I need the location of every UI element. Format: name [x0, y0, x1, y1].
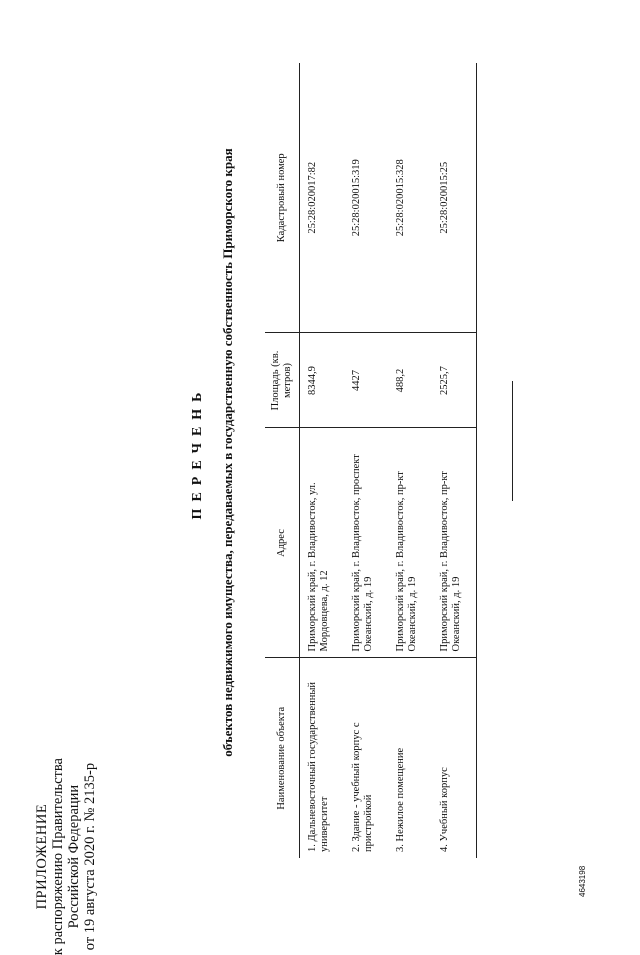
appendix-line-2: Российской Федерации	[66, 784, 82, 929]
property-table	[265, 63, 477, 858]
header-cadastral: Кадастровый номер	[265, 63, 300, 333]
row-area: 2525,7	[432, 333, 477, 428]
table-row	[432, 63, 477, 858]
closing-rule	[512, 381, 513, 501]
document-title: ПЕРЕЧЕНЬ	[190, 385, 205, 520]
table-row	[300, 63, 345, 858]
table-row	[388, 63, 432, 858]
header-address: Адрес	[265, 428, 300, 658]
document-subtitle: объектов недвижимого имущества, передаваемых в государственную собственность Приморского края	[220, 148, 235, 757]
header-area: Площадь (кв. метров)	[265, 333, 300, 428]
appendix-title: ПРИЛОЖЕНИЕ	[34, 803, 50, 910]
header-name: Наименование объекта	[265, 658, 300, 858]
row-address: Приморский край, г. Владивосток, проспект Океанский, д. 19	[344, 428, 388, 658]
row-area: 488,2	[388, 333, 432, 428]
row-cadastral: 25:28:020015:319	[344, 63, 388, 333]
row-name: 1. Дальневосточный государственный университет	[307, 681, 330, 852]
row-address: Приморский край, г. Владивосток, ул. Мордовцева, д. 12	[300, 428, 345, 658]
appendix-block	[34, 758, 98, 955]
row-cadastral: 25:28:020017:82	[300, 63, 345, 333]
row-name: 3. Нежилое помещение	[395, 747, 406, 852]
appendix-line-1: к распоряжению Правительства	[50, 758, 66, 955]
row-address: Приморский край, г. Владивосток, пр-кт Океанский, д. 19	[388, 428, 432, 658]
row-area: 8344,9	[300, 333, 345, 428]
row-address: Приморский край, г. Владивосток, пр-кт Океанский, д. 19	[432, 428, 477, 658]
document-id: 4643198	[578, 865, 587, 897]
row-cadastral: 25:28:020015:25	[432, 63, 477, 333]
row-cadastral: 25:28:020015:328	[388, 63, 432, 333]
row-name: 2. Здание - учебный корпус с пристройкой	[351, 722, 374, 852]
table-row	[344, 63, 388, 858]
table-header-row	[265, 63, 300, 858]
appendix-line-3: от 19 августа 2020 г. № 2135-р	[82, 762, 98, 951]
row-area: 4427	[344, 333, 388, 428]
row-name: 4. Учебный корпус	[432, 658, 477, 858]
